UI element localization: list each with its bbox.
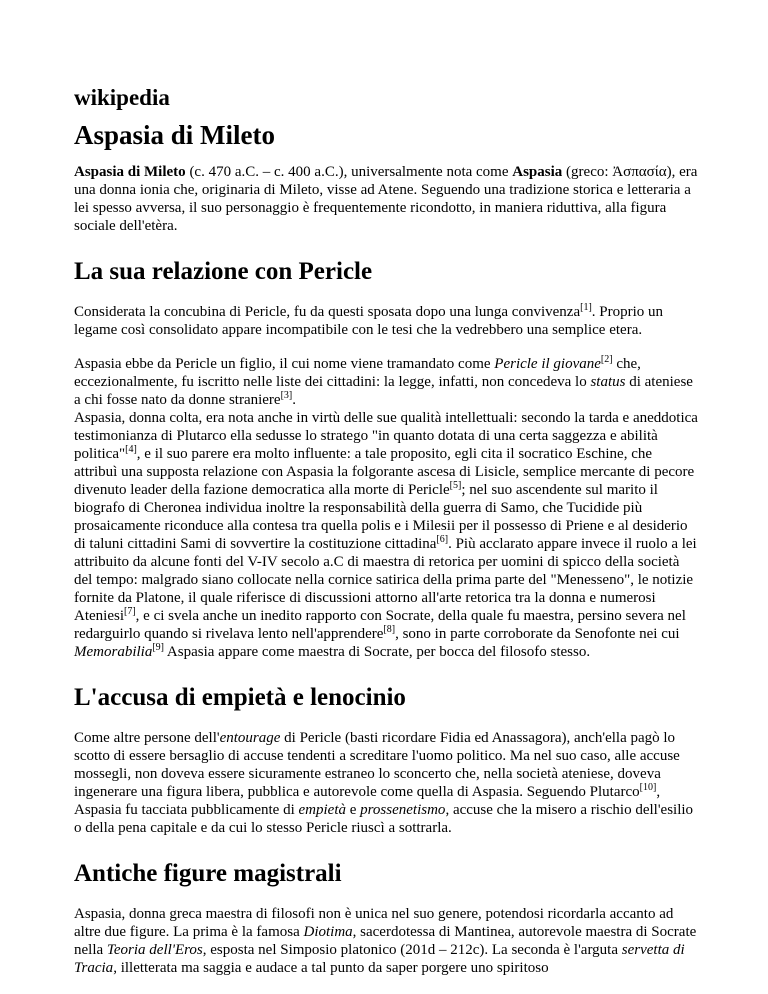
section-paragraph: Come altre persone dell'entourage di Pericle (basti ricordare Fidia ed Anassagora), anch'ella pagò lo scotto di essere bersaglio di accuse tendenti a screditare l'uomo politico. Ma nel suo caso, alle accuse mossegli, non doveva essere sicuramente estraneo lo sconcerto che, nella società ateniese, doveva ingenerare una figura libera, pubblica e autorevole come quella di Aspasia. Seguendo Plutarco[10], Aspasia fu tacciata pubblicamente di empietà e prossenetismo, accuse che la misero a rischio dell'esilio o della pena capitale e da cui lo stesso Pericle riuscì a sottrarla. [74, 730, 694, 836]
intro-bold-name: Aspasia di Mileto [74, 164, 186, 180]
section-paragraph: Aspasia ebbe da Pericle un figlio, il cui nome viene tramandato come Pericle il giovane[2] che, eccezionalmente, fu iscritto nelle liste dei cittadini: la legge, infatti, non concedeva lo status di ateniese a chi fosse nato da donne straniere[3]. [74, 354, 693, 408]
intro-paragraph: Aspasia di Mileto (c. 470 a.C. – c. 400 a.C.), universalmente nota come Aspasia (greco: Ἀσπασία), era una donna ionia che, originaria di Mileto, visse ad Atene. Seguendo una tradizione storica e letteraria a lei spesso avversa, il suo personaggio è frequentemente ricondotto, in maniera riduttiva, alla figura sociale dell'etèra. [74, 164, 698, 234]
section-paragraph: Considerata la concubina di Pericle, fu da questi sposata dopo una lunga convivenza[1]. Proprio un legame così consolidato appare incompatibile con le tesi che la vedrebbero una semplice etera. [74, 302, 664, 338]
reference-link[interactable]: [7] [124, 606, 136, 617]
reference-link[interactable]: [10] [639, 782, 657, 793]
page-title: Aspasia di Mileto [74, 120, 276, 150]
reference-link[interactable]: [4] [125, 444, 137, 455]
intro-bold-short-name: Aspasia [512, 164, 563, 180]
section-heading-accusa: L'accusa di empietà e lenocinio [74, 684, 406, 711]
reference-link[interactable]: [2] [600, 354, 613, 365]
reference-link[interactable]: [9] [152, 642, 164, 653]
site-title: wikipedia [74, 85, 170, 110]
reference-link[interactable]: [6] [436, 534, 449, 545]
reference-link[interactable]: [3] [280, 390, 293, 401]
section-paragraph: Aspasia, donna colta, era nota anche in virtù delle sue qualità intellettuali: secondo la tarda e aneddotica testimonianza di Plutarco ella sedusse lo stratego "in quanto dotata di una certa saggezza e abilità politica"[4], e il suo parere era molto influente: a tale proposito, egli cita il socratico Eschine, che attribuì una supposta relazione con Aspasia la folgorante ascesa di Lisicle, semplice mercante di pecore divenuto leader della fazione democratica alla morte di Pericle[5]; nel suo ascendente sul marito il biografo di Cheronea individua inoltre la responsabilità della guerra di Samo, che Tucidide più prosaicamente riconduce alla contesa tra quella polis e i Milesii per il possesso di Priene e al desiderio di taluni cittadini Sami di sovvertire la costituzione cittadina[6]. Più acclarato appare invece il ruolo a lei attribuito da alcune fonti del V-IV secolo a.C di maestra di retorica per uomini di spicco della società del tempo: malgrado siano collocate nella cornice satirica della prima parte del "Menesseno", le notizie fornite da Platone, il quale riferisce di discussioni attorno all'arte retorica tra la donna e numerosi Ateniesi[7], e ci svela anche un inedito rapporto con Socrate, della quale fu maestra, persino severa nel redarguirlo quando si rivelava lento nell'apprendere[8], sono in parte corroborate da Senofonte nei cui Memorabilia[9] Aspasia appare come maestra di Socrate, per bocca del filosofo stesso. [74, 410, 698, 660]
reference-link[interactable]: [8] [383, 624, 396, 635]
section-heading-pericle: La sua relazione con Pericle [74, 258, 373, 285]
section-paragraph: Aspasia, donna greca maestra di filosofi non è unica nel suo genere, potendosi ricordarla accanto ad altre due figure. La prima è la famosa Diotima, sacerdotessa di Mantinea, autorevole maestra di Socrate nella Teoria dell'Eros, esposta nel Simposio platonico (201d – 212c). La seconda è l'arguta servetta di Tracia, illetterata ma saggia e audace a tal punto da saper porgere uno spiritoso [74, 906, 697, 976]
article-content [74, 163, 699, 977]
reference-link[interactable]: [1] [580, 302, 592, 313]
reference-link[interactable]: [5] [449, 480, 462, 491]
section-heading-figure-magistrali: Antiche figure magistrali [74, 860, 342, 887]
